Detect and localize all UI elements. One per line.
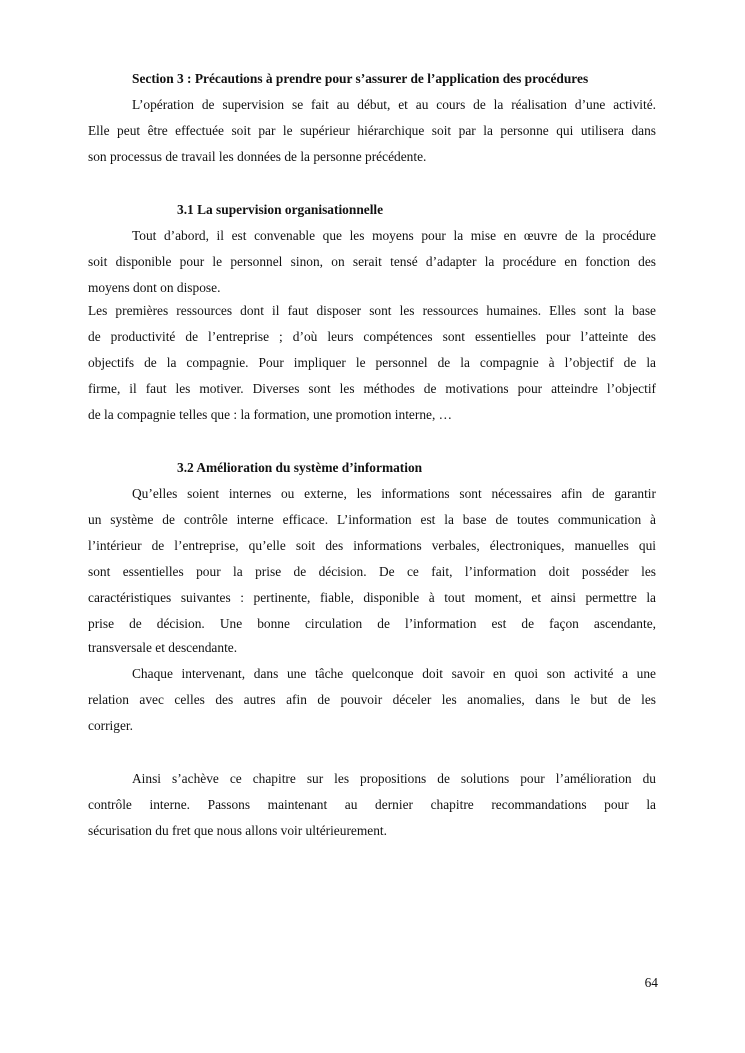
paragraph-line: Ainsi s’achève ce chapitre sur les propositions de solutions pour l’amélioration du <box>132 771 656 786</box>
subsection-heading-3-1: 3.1 La supervision organisationnelle <box>177 202 384 217</box>
paragraph-line: caractéristiques suivantes : pertinente, fiable, disponible à tout moment, et ainsi permettre la <box>88 590 656 605</box>
paragraph-line: corriger. <box>88 718 133 733</box>
paragraph-line: L’opération de supervision se fait au début, et au cours de la réalisation d’une activité. <box>132 97 656 112</box>
paragraph-line: relation avec celles des autres afin de pouvoir déceler les anomalies, dans le but de les <box>88 692 656 707</box>
paragraph-line: Qu’elles soient internes ou externe, les informations sont nécessaires afin de garantir <box>132 486 656 501</box>
paragraph-line: transversale et descendante. <box>88 640 238 655</box>
paragraph-line: Chaque intervenant, dans une tâche quelconque doit savoir en quoi son activité a une <box>132 666 656 681</box>
paragraph-line: un système de contrôle interne efficace. L’information est la base de toutes communication à <box>88 512 656 527</box>
paragraph-line: l’intérieur de l’entreprise, qu’elle soit des informations verbales, électroniques, manuelles qui <box>88 538 656 553</box>
paragraph-line: firme, il faut les motiver. Diverses sont les méthodes de motivations pour atteindre l’objectif <box>88 381 656 396</box>
paragraph-line: contrôle interne. Passons maintenant au dernier chapitre recommandations pour la <box>88 797 656 812</box>
paragraph-line: Les premières ressources dont il faut disposer sont les ressources humaines. Elles sont la base <box>88 303 656 318</box>
page-number: 64 <box>644 975 658 990</box>
paragraph-line: Tout d’abord, il est convenable que les moyens pour la mise en œuvre de la procédure <box>132 228 656 243</box>
paragraph-line: Elle peut être effectuée soit par le supérieur hiérarchique soit par la personne qui utilisera dans <box>88 123 656 138</box>
subsection-heading-3-2: 3.2 Amélioration du système d’information <box>177 460 423 475</box>
paragraph-line: moyens dont on dispose. <box>88 280 221 295</box>
paragraph-line: de productivité de l’entreprise ; d’où leurs compétences sont essentielles pour l’atteinte des <box>88 329 656 344</box>
paragraph-line: prise de décision. Une bonne circulation de l’information est de façon ascendante, <box>88 616 656 631</box>
paragraph-line: de la compagnie telles que : la formation, une promotion interne, … <box>88 407 453 422</box>
paragraph-line: sécurisation du fret que nous allons voir ultérieurement. <box>88 823 387 838</box>
section-title: Section 3 : Précautions à prendre pour s’assurer de l’application des procédures <box>132 71 589 86</box>
paragraph-line: soit disponible pour le personnel sinon, on serait tensé d’adapter la procédure en fonction des <box>88 254 656 269</box>
paragraph-line: son processus de travail les données de la personne précédente. <box>88 149 427 164</box>
paragraph-line: objectifs de la compagnie. Pour impliquer le personnel de la compagnie à l’objectif de la <box>88 355 656 370</box>
paragraph-line: sont essentielles pour la prise de décision. De ce fait, l’information doit posséder les <box>88 564 656 579</box>
